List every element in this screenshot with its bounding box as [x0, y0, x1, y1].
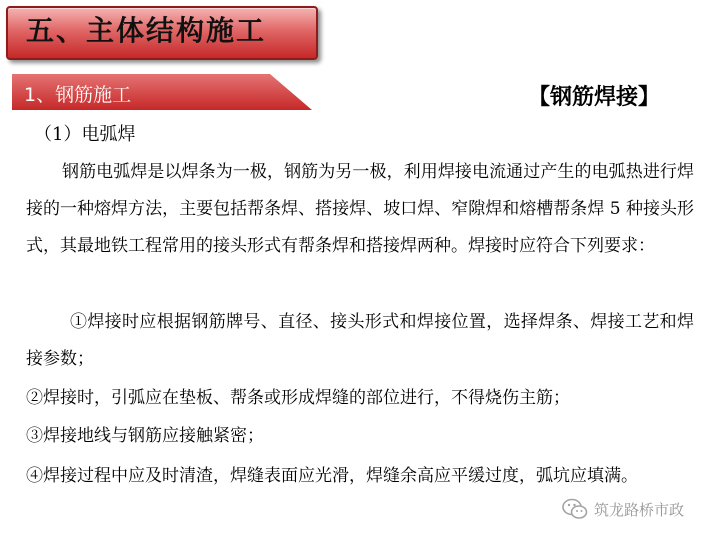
requirement-4: ④焊接过程中应及时清渣，焊缝表面应光滑，焊缝余高应平缓过度，弧坑应填满。	[26, 466, 638, 486]
section-heading: 1、钢筋施工	[24, 84, 132, 106]
slide-title: 五、主体结构施工	[26, 14, 267, 47]
subheading: （1）电弧焊	[34, 124, 136, 145]
watermark-text: 筑龙路桥市政	[594, 500, 685, 519]
watermark	[562, 498, 684, 520]
topic-tag: 【钢筋焊接】	[528, 84, 661, 110]
paragraph-intro: 钢筋电弧焊是以焊条为一极，钢筋为另一极，利用焊接电流通过产生的电弧热进行焊接的一种熔焊方法，主要包括帮条焊、搭接焊、坡口焊、窄隙焊和熔槽帮条焊 5 种接头形式，其最地铁工程常用的接头形式有帮条焊和搭接焊两种。焊接时应符合下列要求：	[26, 162, 694, 256]
requirement-1: ①焊接时应根据钢筋牌号、直径、接头形式和焊接位置，选择焊条、焊接工艺和焊接参数；	[26, 312, 694, 369]
requirement-2: ②焊接时，引弧应在垫板、帮条或形成焊缝的部位进行，不得烧伤主筋；	[26, 388, 570, 408]
wechat-icon	[562, 498, 588, 520]
requirement-3: ③焊接地线与钢筋应接触紧密；	[26, 426, 264, 446]
